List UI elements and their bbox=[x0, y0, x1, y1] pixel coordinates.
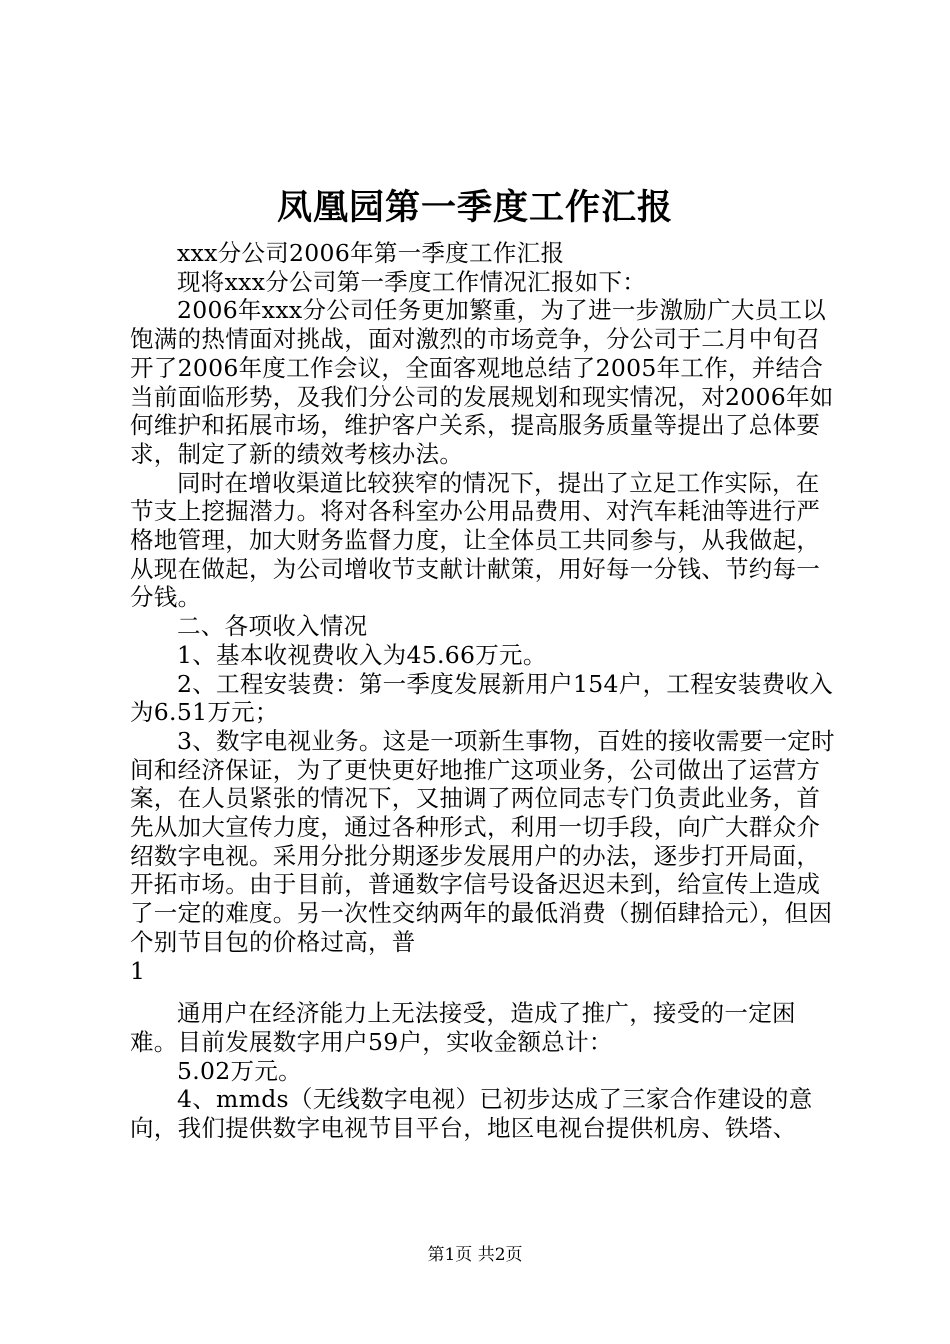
paragraph-income-1: 1、基本收视费收入为45.66万元。 bbox=[177, 640, 547, 669]
paragraph-income-3: 3、数字电视业务。这是一项新生事物，百姓的接收需要一定时间和经济保证，为了更快更好地推广这项业务，公司做出了运营方案，在人员紧张的情况下，又抽调了两位同志专门负责此业务，首先从加大宣传力度，通过各种形式，利用一切手段，向广大群众介绍数字电视。采用分批分期逐步发展用户的办法，逐步打开局面，开拓市场。由于目前，普通数字信号设备迟迟未到，给宣传上造成了一定的难度。另一次性交纳两年的最低消费（捌佰肆拾元），但因个别节目包的价格过高，普 bbox=[130, 726, 835, 956]
paragraph-continued: 通用户在经济能力上无法接受，造成了推广，接受的一定困难。目前发展数字用户59户，实收金额总计： bbox=[130, 999, 796, 1056]
paragraph-intro: 现将xxx分公司第一季度工作情况汇报如下： bbox=[177, 267, 647, 296]
paragraph-income-2: 2、工程安装费：第一季度发展新用户154户，工程安装费收入为6.51万元； bbox=[130, 669, 834, 727]
paragraph-income-4: 4、mmds（无线数字电视）已初步达成了三家合作建设的意向，我们提供数字电视节目平台，地区电视台提供机房、铁塔、 bbox=[130, 1085, 813, 1143]
inline-page-number: 1 bbox=[130, 956, 146, 985]
document-title: 凤凰园第一季度工作汇报 bbox=[276, 187, 673, 228]
paragraph-heading-line: xxx分公司2006年第一季度工作汇报 bbox=[177, 239, 565, 267]
section-heading-income: 二、各项收入情况 bbox=[177, 612, 368, 641]
paragraph-overview: 2006年xxx分公司任务更加繁重，为了进一步激励广大员工以饱满的热情面对挑战，面对激烈的市场竞争，分公司于二月中旬召开了2006年度工作会议，全面客观地总结了2005年工作，并结合当前面临形势，及我们分公司的发展规划和现实情况，对2006年如何维护和拓展市场，维护客户关系，提高服务质量等提出了总体要求，制定了新的绩效考核办法。 bbox=[130, 296, 834, 468]
page-footer: 第1页 共2页 bbox=[427, 1245, 523, 1265]
document-body bbox=[130, 239, 835, 1143]
paragraph-amount: 5.02万元。 bbox=[177, 1056, 302, 1085]
page-gap bbox=[130, 985, 835, 999]
paragraph-cost-saving: 同时在增收渠道比较狭窄的情况下，提出了立足工作实际，在节支上挖掘潜力。将对各科室办公用品费用、对汽车耗油等进行严格地管理，加大财务监督力度，让全体员工共同参与，从我做起，从现在做起，为公司增收节支献计献策，用好每一分钱、节约每一分钱。 bbox=[130, 468, 821, 612]
